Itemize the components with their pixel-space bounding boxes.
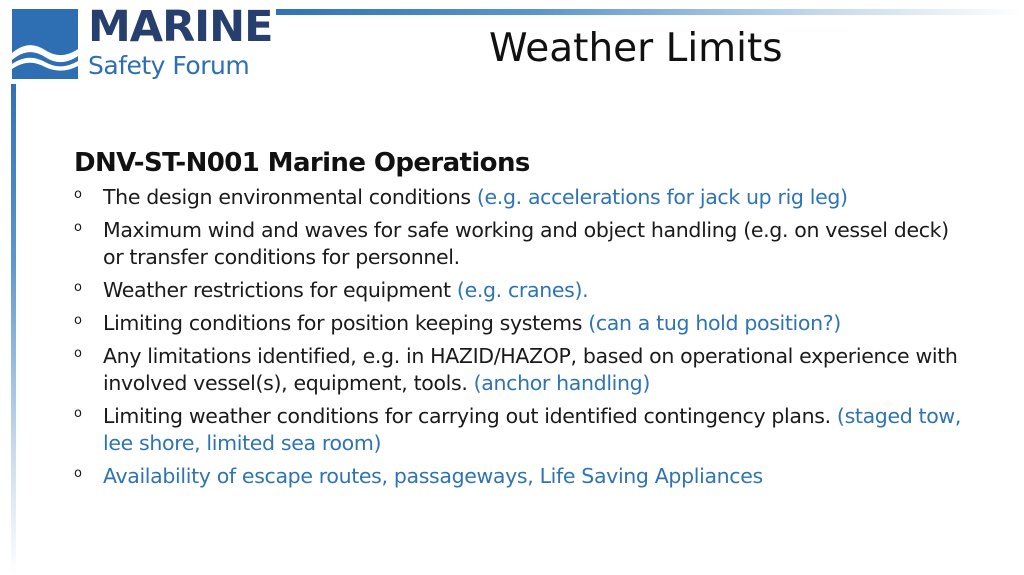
bullet-text: Any limitations identified, e.g. in HAZID/HAZOP, based on operational experience with involved vessel(s), equipment, tools. [103,344,958,395]
bullet-item [74,310,974,337]
bullet-list [74,184,974,490]
bullet-accent-text: (e.g. cranes). [456,278,589,302]
bullet-marker: o [74,220,82,235]
bullet-text: Weather restrictions for equipment [103,278,457,302]
bullet-text: Maximum wind and waves for safe working and object handling (e.g. on vessel deck) or transfer conditions for personnel. [103,218,949,269]
bullet-text: The design environmental conditions [103,185,477,209]
bullet-accent-text: Availability of escape routes, passageways, Life Saving Appliances [103,464,763,488]
logo-subtitle: Safety Forum [88,51,250,80]
logo-wordmark: MARINE [88,2,273,52]
bullet-item [74,184,974,211]
bullet-accent-text: (can a tug hold position?) [588,311,841,335]
bullet-accent-text: (anchor handling) [473,371,650,395]
bullet-text: Limiting conditions for position keeping systems [103,311,589,335]
page-title: Weather Limits [489,26,783,71]
bullet-marker: o [74,346,82,361]
slide-content [74,146,974,496]
bullet-item [74,277,974,304]
bullet-item [74,463,974,490]
bullet-marker: o [74,313,82,328]
wave-icon [12,9,78,79]
bullet-accent-text: (staged tow, lee shore, limited sea room) [103,404,962,455]
section-heading: DNV-ST-N001 Marine Operations [74,148,530,178]
bullet-text: Limiting weather conditions for carrying out identified contingency plans. [103,404,837,428]
bullet-item [74,217,974,271]
left-gradient-rule [11,84,16,575]
top-gradient-rule [276,9,1024,15]
bullet-marker: o [74,280,82,295]
bullet-marker: o [74,187,82,202]
bullet-item [74,403,974,457]
bullet-marker: o [74,406,82,421]
bullet-item [74,343,974,397]
bullet-accent-text: (e.g. accelerations for jack up rig leg) [476,185,848,209]
bullet-marker: o [74,466,82,481]
